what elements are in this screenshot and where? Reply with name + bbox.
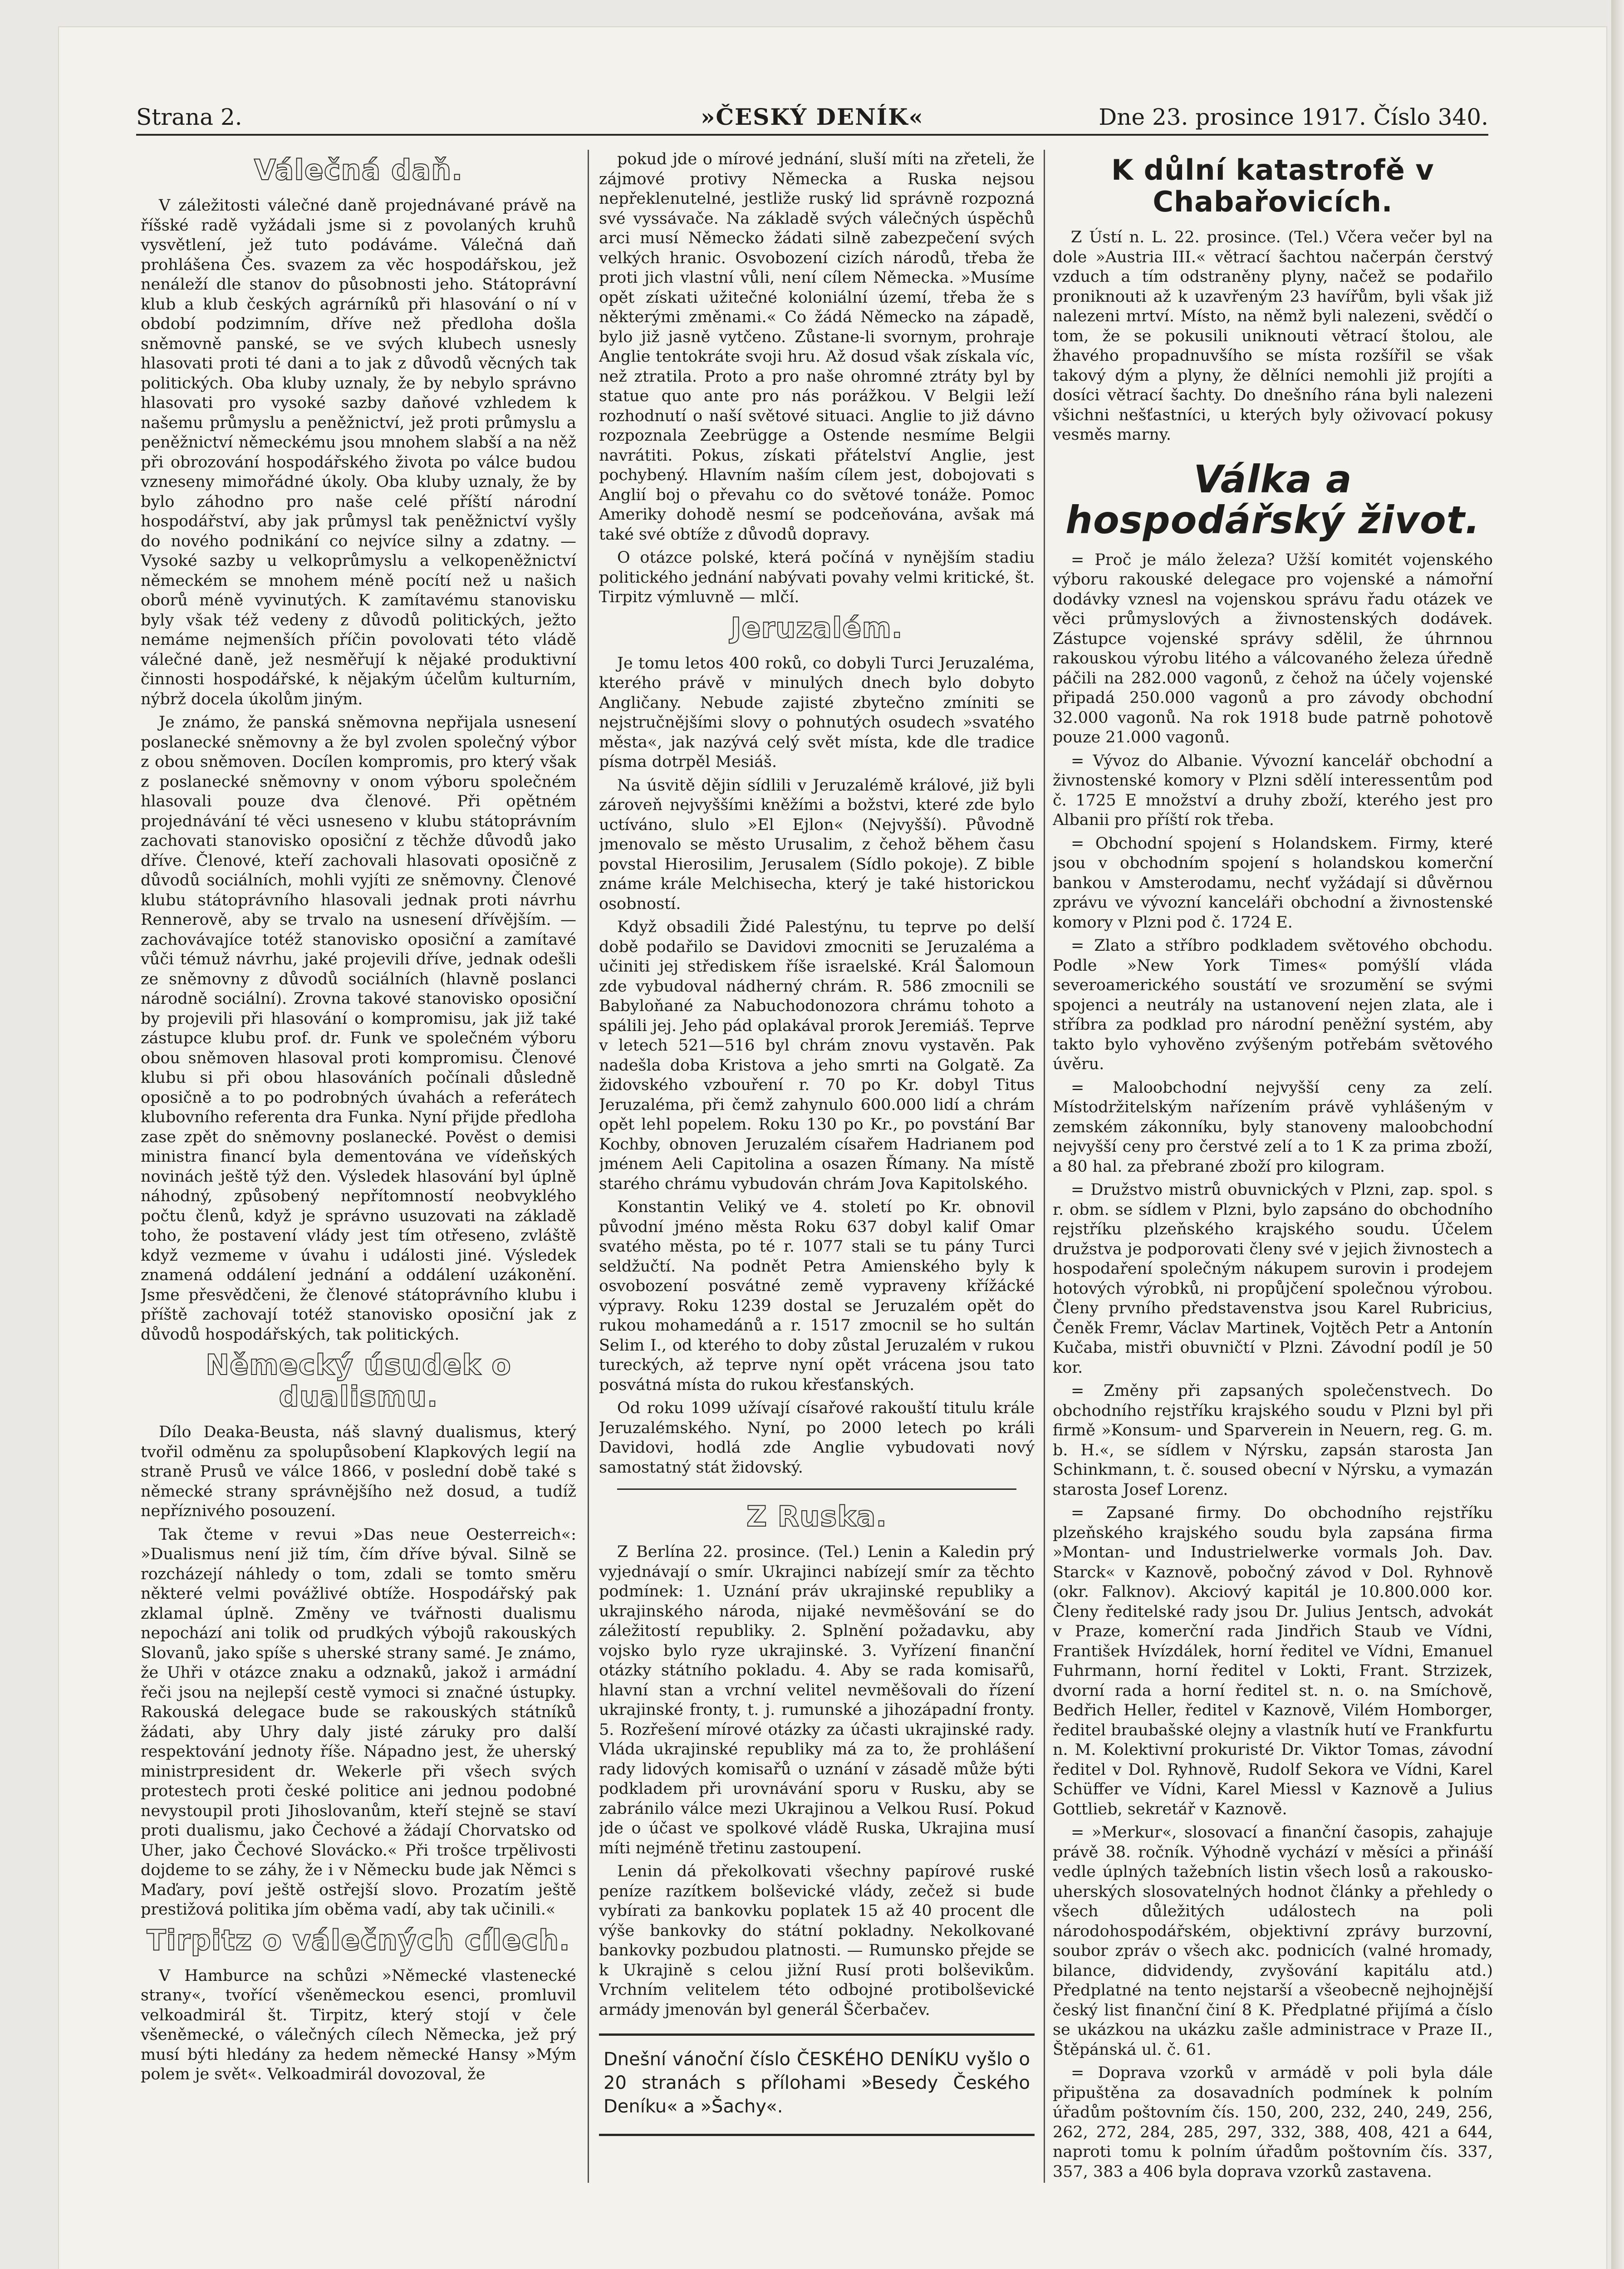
issue-date: Dne 23. prosince 1917. Číslo 340.	[1099, 104, 1488, 130]
article-paragraph: Na úsvitě dějin sídlili v Jeruzalémě králové, již byli zároveň nejvyššími kněžími a božstvi, které zde bylo uctíváno, slulo »El Ejlon« (Nejvyšší). Původně jmenovalo se město Urusalim, z čehož během času povstal Hierosilim, Jerusalem (Sídlo pokoje). Z bible známe krále Melchisecha, který je také historickou osobností.	[599, 776, 1035, 913]
article-paragraph: Z Ústí n. L. 22. prosince. (Tel.) Včera večer byl na dole »Austria III.« větrací šachtou načerpán čerstvý vzduch a tím odstraněny plyny, načež se podařilo proniknouti až k uzavřeným 23 havířům, byli však již nalezeni mrtví. Místo, na němž byli nalezeni, svědčí o tom, že se pokusili uniknouti větrací štolou, ale žhavého propadnuvšího se místa rozšířil se však takový dým a plyny, že dělníci nemohli již projíti a dosíci větrací šachty. Do dnešního rána byli nalezeni všichni nešťastníci, u kterých byly oživovací pokusy vesměs marny.	[1053, 228, 1493, 444]
news-item: = Vývoz do Albanie. Vývozní kancelář obchodní a živnostenské komory v Plzni sdělí interessentům pod č. 1725 E množství a druhy zboží, kterého jest pro Albanii pro příští rok třeba.	[1053, 751, 1493, 829]
column-3	[1053, 150, 1493, 2183]
masthead	[136, 102, 1488, 136]
section-headline: Válka a hospodářský život.	[1065, 457, 1480, 542]
article-paragraph: Je tomu letos 400 roků, co dobyli Turci Jeruzaléma, kterého právě v minulých dnech bylo dobyto Angličany. Nebude zajisté zbytečno zmíniti se nejstručnějšími slovy o pohnutých osudech »svatého města«, jak nazývá celý svět místa, kde dle tradice písma dotrpěl Mesiáš.	[599, 654, 1035, 771]
article-headline: Jeruzalém.	[731, 611, 903, 644]
news-item: = »Merkur«, slosovací a finanční časopis, zahajuje právě 38. ročník. Výhodně vychází v měsíci a přináší vedle úplných tažebních listin všech losů a rakousko-uherských slosovatelných hodnot články a přehledy o všech důležitých událostech na poli národohospodářském, objektivní zprávy burzovní, soubor zpráv o všech akc. podnicích (valné hromady, bilance, didvidendy, zvyšování kapitálu atd.) Předplatné na tento nejstarší a všeobecně nejhojnější český list finanční činí 8 K. Předplatné přijímá a číslo se ukázkou na ukázku zašle administrace v Praze II., Štěpánská ul. č. 61.	[1053, 1823, 1493, 2059]
article-headline: Německý úsudek o dualismu.	[206, 1348, 511, 1413]
newspaper-title: »ČESKÝ DENÍK«	[701, 103, 924, 130]
news-item: = Zlato a stříbro podkladem světového obchodu. Podle »New York Times« pomýšlí vláda severoamerického soustátí ve srozumění se svými spojenci a neutrály na ustanovení nejen zlata, ale i stříbra za podklad pro národní peněžní systém, aby takto bylo vyhověno zvýšeným potřebám světového úvěru.	[1053, 937, 1493, 1073]
column-1	[141, 150, 576, 2183]
article-paragraph: Lenin dá překolkovati všechny papírové ruské peníze razítkem bolševické vlády, zečež si bude vybírati za bankovku poplatek 15 až 40 procent dle výše bankovky do státní pokladny. Nekolkované bankovky pozbudou platnosti. — Rumunsko přejde se k Ukrajině s celou jižní Rusí proti bolševikům. Vrchním velitelem této odbojné protibolševické armády jmenován byl generál Ščerbačev.	[599, 1862, 1035, 2019]
article-paragraph: Od roku 1099 užívají císařové rakouští titulu krále Jeruzalémského. Nyní, po 2000 letech po králi Davidovi, hodlá zde Anglie vybudovati nový samostatný stát židovský.	[599, 1399, 1035, 1477]
page-number: Strana 2.	[136, 104, 242, 130]
article-paragraph: pokud jde o mírové jednání, sluší míti na zřeteli, že zájmové protivy Německa a Ruska nejsou nepřeklenutelné, jestliže ruský lid správně rozpozná své vyssávače. Na základě svých válečných úspěchů arci musí Německo žádati silně zabezpečení svých velkých hranic. Osvobození cizích národů, třeba že proti jich vlastní vůli, není cílem Německa. »Musíme opět získati užitečné koloniální území, třeba že s některými změnami.« Co žádá Německo na západě, bylo již jasně vytčeno. Zůstane-li svornym, prohraje Anglie tentokráte svoji hru. Až dosud však získala víc, než ztratila. Proto a pro naše ohromné ztráty byl by statue quo ante pro nás porážkou. V Belgii leží rozhodnutí o naší světové situaci. Anglie to již dávno rozpoznala Zeebrügge a Ostende nesmíme Belgii navrátiti. Pokus, získati přátelství Anglie, jest pochybený. Hlavním naším cílem jest, dobojovati s Anglií boj o převahu co do světové tonáže. Pomoc Ameriky dohodě nesmí se podceňována, avšak má také své obtíže z důvodů dopravy.	[599, 150, 1035, 544]
adjacent-page-edge	[1611, 0, 1624, 2269]
article-paragraph: Když obsadili Židé Palestýnu, tu teprve po delší době podařilo se Davidovi zmocniti se Jeruzaléma a učiniti jej střediskem říše israelské. Král Šalomoun zde vybudoval nádherný chrám. R. 586 zmocnili se Babyloňané za Nabuchodonozora chrámu tohoto a spálili jej. Jeho pád oplakával prorok Jeremiáš. Teprve v letech 521—516 byl chrám znovu vystavěn. Pak nadešla doba Kristova a jeho smrti na Golgatě. Za židovského vzbouření r. 70 po Kr. dobyl Titus Jeruzaléma, při čemž zahynulo 600.000 lidí a chrám opět lehl popelem. Roku 130 po Kr., po povstání Bar Kochby, obnoven Jeruzalém císařem Hadrianem pod jménem Aeli Capitolina a osazen Římany. Na místě starého chrámu vybudován chrám Jova Kapitolského.	[599, 918, 1035, 1193]
article-headline: Tirpitz o válečných cílech.	[147, 1923, 570, 1957]
news-item: = Zapsané firmy. Do obchodního rejstříku plzeňského krajského soudu byla zapsána firma »Montan- und Industrielwerke vormals Joh. Dav. Starck« v Kaznově, pobočný závod v Dol. Ryhnově (okr. Falknov). Akciový kapitál je 10.800.000 kor. Členy ředitelské rady jsou Dr. Julius Jentsch, advokát v Praze, komerční rada Jindřich Staub ve Vídni, František Hvízdálek, horní ředitel ve Vídni, Emanuel Fuhrmann, horní ředitel v Lokti, Frant. Strzizek, dvorní rada a horní ředitel st. n. o. na Smíchově, Bedřich Heller, ředitel v Kaznově, Vilém Homborger, ředitel braubašské olejny a vlastník hutí ve Frankfurtu n. M. Kolektivní prokuristé Dr. Viktor Tomas, závodní ředitel v Dol. Ryhnově, Rudolf Sekora ve Vídni, Karel Schüffer ve Vídni, Karel Miessl v Kaznově a Julius Gottlieb, sekretář v Kaznově.	[1053, 1504, 1493, 1818]
article-paragraph: Tak čteme v revui »Das neue Oesterreich«: »Dualismus není již tím, čím dříve býval. Silně se rozcházejí náhledy o tom, zdali se tomto směru některé velmi povážlivé obtíže. Hospodářský pak zklamal úplně. Změny ve tvářnosti dualismu nepochází ani tolik od prudkých výbojů rakouských Slovanů, jako spíše s uherské strany samé. Je známo, že Uhři v otázce znaku a odznaků, jakož i armádní řeči jsou na nejlepší cestě vymoci si značné ústupky. Rakouská delegace bude se rakouských státníků žádati, aby Uhry daly jisté záruky pro další respektování jednoty říše. Nápadno jest, že uherský ministrpresident dr. Wekerle při všech svých protestech proti české politice ani jednou podobné nevystoupil proti Jihoslovanům, kteří stejně se staví proti dualismu, jako Čechové a žádají Chorvatsko od Uher, jako Čechové Slovácko.« Při trošce trpělivosti dojdeme to se záhy, že i v Německu bude jak Němci s Maďary, poví ještě ostřejší slovo. Prozatím ještě prestižová politika jím oběma vadí, aby tak učinili.«	[141, 1525, 576, 1919]
news-item: = Maloobchodní nejvyšší ceny za zelí. Místodržitelským nařízením právě vyhlášeným v zemském zákonníku, byly stanoveny maloobchodní nejvyšší ceny pro čerstvé zelí a to 1 K za prima zboží, a 80 hal. za přebrané zboží pro kilogram.	[1053, 1078, 1493, 1176]
article-paragraph: O otázce polské, která počíná v nynějším stadiu politického jednání nabývati povahy velmi kritické, št. Tirpitz výmluvně — mlčí.	[599, 549, 1035, 606]
news-item: = Změny při zapsaných společenstvech. Do obchodního rejstříku krajského soudu v Plzni byl při firmě »Konsum- und Sparverein in Neuern, reg. G. m. b. H.«, se sídlem v Nýrsku, zapsán starosta Jan Schinkmann, t. č. soused obecní v Nýrsku, a vymazán starosta Josef Lorenz.	[1053, 1382, 1493, 1499]
article-paragraph: Z Berlína 22. prosince. (Tel.) Lenin a Kaledin prý vyjednávají o smír. Ukrajinci nabízejí smír za těchto podmínek: 1. Uznání práv ukrajinské republiky a ukrajinského národa, nijaké nevměšování se do záležitostí republiky. 2. Splnění požadavku, aby vojsko bylo ryze ukrajinské. 3. Vyřízení finanční otázky státního pokladu. 4. Aby se rada komisařů, hlavní stan a vrchní velitel nevměšovali do řízení ukrajinské fronty, t. j. rumunské a jihozápadní fronty. 5. Rozřešení mírové otázky za účasti ukrajinské rady. Vláda ukrajinské republiky má za to, že prohlášení rady lidových komisařů o uznání v zásadě může býti podkladem při urovnávání sporu v Rusku, aby se zabránilo válce mezi Ukrajinou a Velkou Rusí. Pokud jde o účast ve spolkové vládě Ruska, Ukrajina musí míti nejméně třetinu zastoupení.	[599, 1543, 1035, 1857]
section-separator	[617, 1488, 1016, 1490]
news-item: = Proč je málo železa? Užší komitét vojenského výboru rakouské delegace pro vojenské a námořní dodávky vznesl na vojenskou správu řadu otázek ve věci průmyslových a živnostenských dodávek. Zástupce vojenské správy sdělil, že úhrnnou rakouskou výrobu litého a válcovaného železa úředně páčili na 282.000 vagonů, z čehož na účely vojenské připadá 250.000 vagonů a pro závody obchodní 32.000 vagonů. Na rok 1918 bude patrně pohotově pouze 21.000 vagonů.	[1053, 550, 1493, 747]
article-headline: Válečná daň.	[254, 153, 463, 187]
notice-text: Dnešní vánoční číslo ČESKÉHO DENÍKU vyšlo o 20 stranách s přílohami »Besedy Českého Deníku« a »Šachy«.	[603, 2049, 1030, 2117]
column-divider	[588, 150, 589, 2183]
column-2	[599, 150, 1035, 2183]
article-paragraph: V Hamburce na schůzi »Německé vlastenecké strany«, tvořící všeněmeckou esenci, promluvil velkoadmirál št. Tirpitz, který stojí v čele všeněmecké, o válečných cílech Německa, jež prý musí býti hledány za hedem německé Hansy »Mým polem je svět«. Velkoadmirál dovozoval, že	[141, 1966, 576, 2083]
article-headline: Z Ruska.	[746, 1500, 887, 1533]
article-headline: K důlní katastrofě v Chabařovicích.	[1111, 153, 1434, 218]
article-paragraph: Konstantin Veliký ve 4. století po Kr. obnovil původní jméno města Roku 637 dobyl kalif Omar svatého města, po té r. 1077 stali se tu pány Turci seldžučtí. Na podnět Petra Amienského byly k osvobození posvátné země vypraveny křížácké výpravy. Roku 1239 dostal se Jeruzalém opět do rukou mohamedánů a r. 1517 zmocnil se ho sultán Selim I., od kterého to doby zůstal Jeruzalém v rukou tureckých, až teprve nyní opět vrácena jsou tato posvátná místa do rukou křesťanských.	[599, 1198, 1035, 1394]
article-paragraph: Dílo Deaka-Beusta, náš slavný dualismus, který tvořil odměnu za spolupůsobení Klapkových legií na straně Prusů ve válce 1866, v poslední době také s německé strany správnějšího než dosud, a tudíž nepříznivého posouzení.	[141, 1423, 576, 1520]
news-item: = Doprava vzorků v armádě v poli byla dále připuštěna za dosavadních podmínek k polním úřadům poštovním čís. 150, 200, 232, 240, 249, 256, 262, 272, 284, 285, 297, 332, 388, 408, 421 a 644, naproti tomu k polním úřadům poštovním čís. 337, 357, 383 a 406 byla doprava vzorků zastavena.	[1053, 2064, 1493, 2181]
column-divider	[1044, 150, 1045, 2183]
christmas-issue-notice	[599, 2033, 1035, 2136]
news-item: = Družstvo mistrů obuvnických v Plzni, zap. spol. s r. obm. se sídlem v Plzni, bylo zapsáno do obchodního rejstříku plzeňského krajského soudu. Účelem družstva je podporovati členy své v jejich živnostech a hospodaření společným nákupem surovin i prodejem hotových výrobků, ni propůjčení společnou výrobou. Členy prvního představenstva jsou Karel Rubricius, Čeněk Fremr, Václav Martinek, Vojtěch Petr a Antonín Kučaba, mistři obuvničtí v Plzni. Závodní podíl je 50 kor.	[1053, 1181, 1493, 1377]
news-item: = Obchodní spojení s Holandskem. Firmy, které jsou v obchodním spojení s holandskou komerční bankou v Amsterodamu, nechť vyžádají si důvěrnou zprávu ve vývozní kanceláři obchodní a živnostenské komory v Plzni pod č. 1724 E.	[1053, 834, 1493, 932]
article-paragraph: V záležitosti válečné daně projednávané právě na říšské radě vyžádali jsme si z povolaných kruhů vysvětlení, jež tuto podáváme. Válečná daň prohlášena Čes. svazem za věc hospodářskou, jež nenáleží dle stanov do působnosti jeho. Státoprávní klub a klub českých agrárníků při hlasování o ní v období podzimním, dříve než předloha došla sněmovně panské, se ve svých klubech usnesly hlasovati proti té dani a to jak z důvodů věcných tak politických. Oba kluby uznaly, že by nebylo správno hlasovati pro vysoké sazby daňové vzhledem k našemu průmyslu a peněžnictví, jež proti průmyslu a peněžnictví německému jsou mnohem slabší a na něž při obrozování hospodářského života po válce budou vzneseny mimořádné úkoly. Oba kluby uznaly, že by bylo záhodno pro naše celé příští národní hospodářství, aby jak průmysl tak peněžnictví vyšly do nového podnikání co nejvíce silny a zdatny. — Vysoké sazby u velkoprůmyslu a velkopeněžnictví německém se mnohem méně pocítí než u našich oborů méně vyvinutých. K zamítavému stanovisku byly však též vedeny z důvodů politických, ježto nemáme nejmenších příčin povolovati této vládě válečné daně, jež nesměřují k nějaké produktivní činnosti hospodářské, k nějakým účelům kulturním, nýbrž docela úkolům jiným.	[141, 196, 576, 708]
article-paragraph: Je známo, že panská sněmovna nepřijala usnesení poslanecké sněmovny a že byl zvolen společný výbor z obou sněmoven. Docílen kompromis, pro který však z poslanecké sněmovny v onom výboru společném hlasovali pouze dva členové. Při opětném projednávání té věci usneseno v klubu státoprávním zachovati stanovisko oposiční z těchže důvodů jako dříve. Členové, kteří zachovali hlasovati oposičně z důvodů sociálních, mohli vyjíti ze sněmovny. Členové klubu státoprávního hlasovali jednak proti návrhu Rennerově, aby se trvalo na usnesení dřívějším. — zachovávajíce totéž stanovisko oposiční a zamítavé vůči témuž návrhu, jaké projevili dříve, jednak odešli ze sněmovny z důvodů sociálních (hlavně poslanci národně sociální). Zrovna takové stanovisko oposiční by projevili při hlasování o kompromisu, jak již také zástupce klubu prof. dr. Funk ve společném výboru obou sněmoven hlasoval proti kompromisu. Členové klubu si při obou hlasováních počínali důsledně oposičně a to po podrobných úvahách a referátech klubovního referenta dra Funka. Nyní přijde předloha zase zpět do sněmovny poslanecké. Pověst o demisi ministra financí byla dementována ve vídeňských novinách ještě týž den. Výsledek hlasování byl úplně náhodný, způsobený nepřítomností neobvyklého počtu členů, když je správno usuzovati na základě toho, že postavení vlády jest tím otřeseno, zvláště když vezmeme v úvahu i události jiné. Výsledek znamená oddálení jednání a oddálení uzákonění. Jsme přesvědčeni, že členové státoprávního klubu i příště zachovají totéž stanovisko oposiční jak z důvodů hospodářských, tak politických.	[141, 713, 576, 1344]
